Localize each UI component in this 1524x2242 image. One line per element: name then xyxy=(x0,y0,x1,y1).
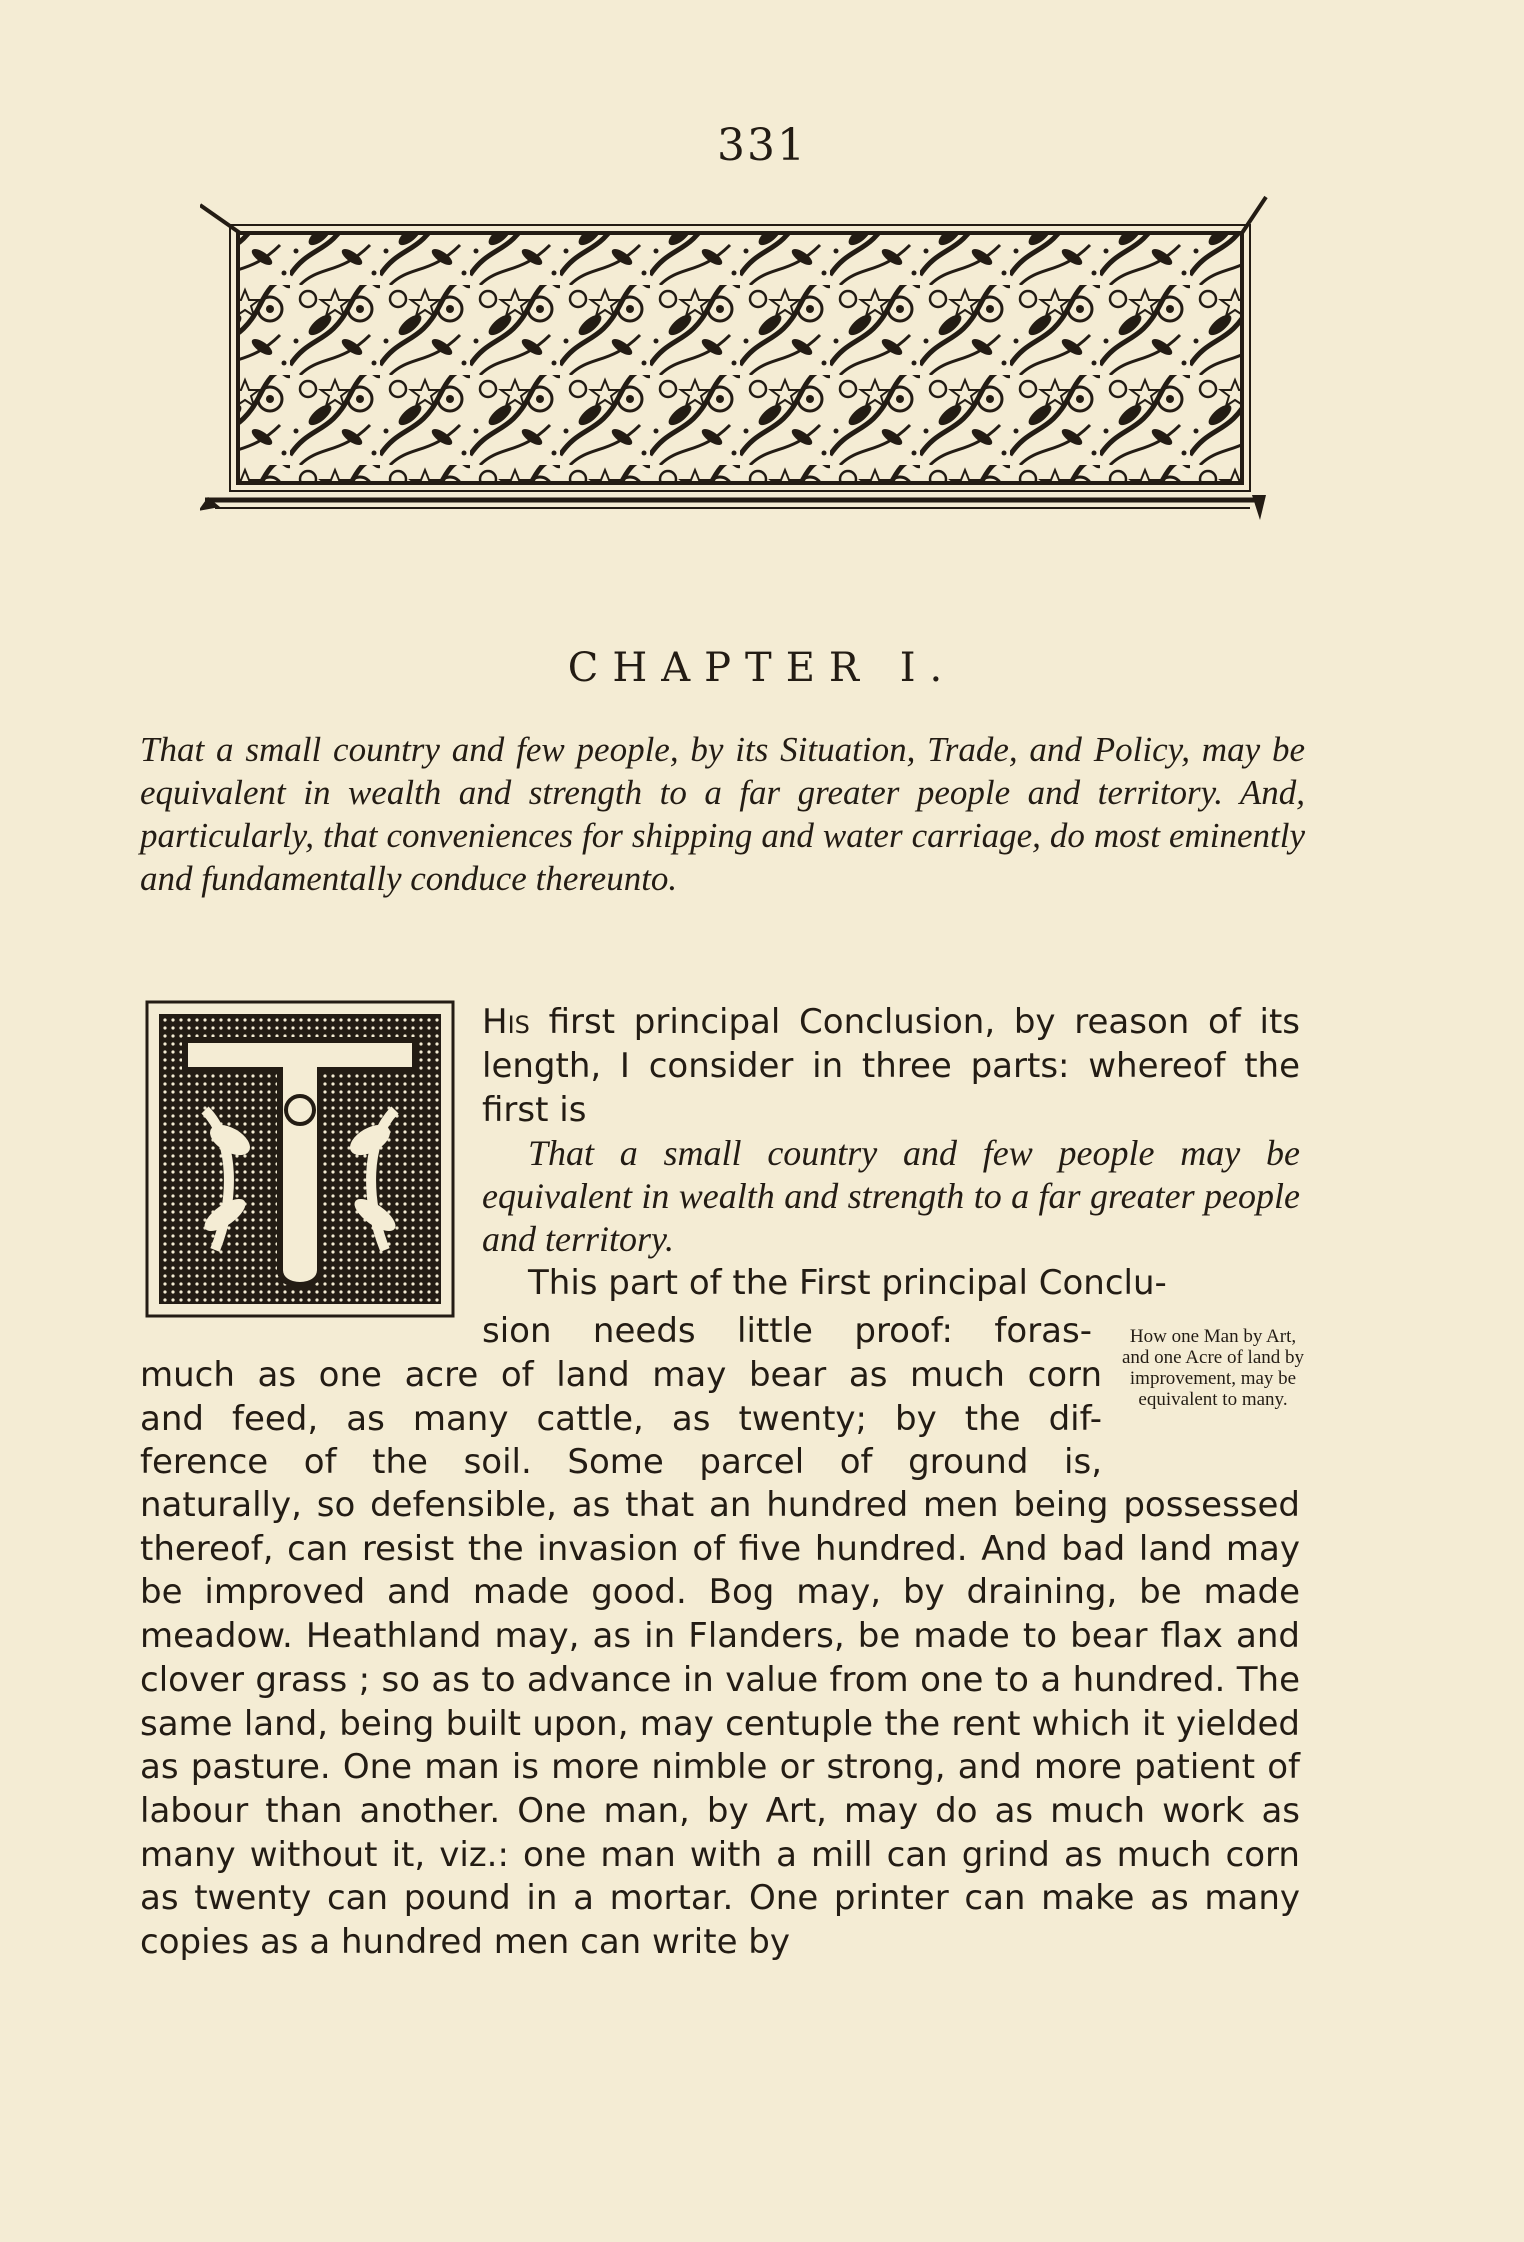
floral-headpiece-ornament xyxy=(200,195,1270,525)
body-paragraph-text: naturally, so defensible, as that an hundred men being possessed thereof, can resist the invasion of five hundred. And bad land may be improved and made good. Bog may, by draining, be made meadow. Heathland may, as in Flanders, be made to bear flax and clover grass ; so as to advance in value from one to a hundred. The same land, being built upon, may centuple the rent which it yielded as pasture. One man is more nimble or strong, and more patient of labour than another. One man, by Art, may do as much work as many without it, viz.: one man with a mill can grind as much corn as twenty can pound in a mortar. One printer can make as many copies as a hundred men can write by xyxy=(140,1485,1300,1963)
intro-line-after: This part of the First principal Conclu- xyxy=(528,1263,1167,1303)
marginal-sidenote: How one Man by Art, and one Acre of land by improvement, may be equivalent to many. xyxy=(1121,1326,1305,1410)
text-line-1: sion needs little proof: foras- xyxy=(482,1311,1092,1351)
page-number: 331 xyxy=(717,120,807,171)
chapter-title: CHAPTER I. xyxy=(567,645,957,691)
intro-paragraph xyxy=(482,1000,1300,1305)
decorated-initial-letter xyxy=(145,1000,455,1318)
intro-quote: That a small country and few people may be equivalent in wealth and strength to a far greater people and territory. xyxy=(482,1133,1300,1259)
text-line-4: ference of the soil. Some parcel of ground is, xyxy=(140,1442,1102,1482)
intro-first-lines-text: first principal Conclusion, by reason of its length, I consider in three parts: whereof the first is xyxy=(482,1002,1300,1130)
chapter-summary xyxy=(140,728,1305,900)
text-line-3: and feed, as many cattle, as twenty; by the dif- xyxy=(140,1399,1102,1439)
body-paragraph xyxy=(140,1484,1300,1965)
intro-first-lines xyxy=(482,1000,1300,1132)
text-line-2: much as one acre of land may bear as much corn xyxy=(140,1355,1102,1395)
chapter-summary-text: That a small country and few people, by its Situation, Trade, and Policy, may be equivalent in wealth and strength to a far greater people and territory. And, particularly, that conveniences for shipping and water carriage, do most eminently and fundamentally conduce thereunto. xyxy=(140,730,1305,898)
lead-word: His xyxy=(482,1002,530,1042)
